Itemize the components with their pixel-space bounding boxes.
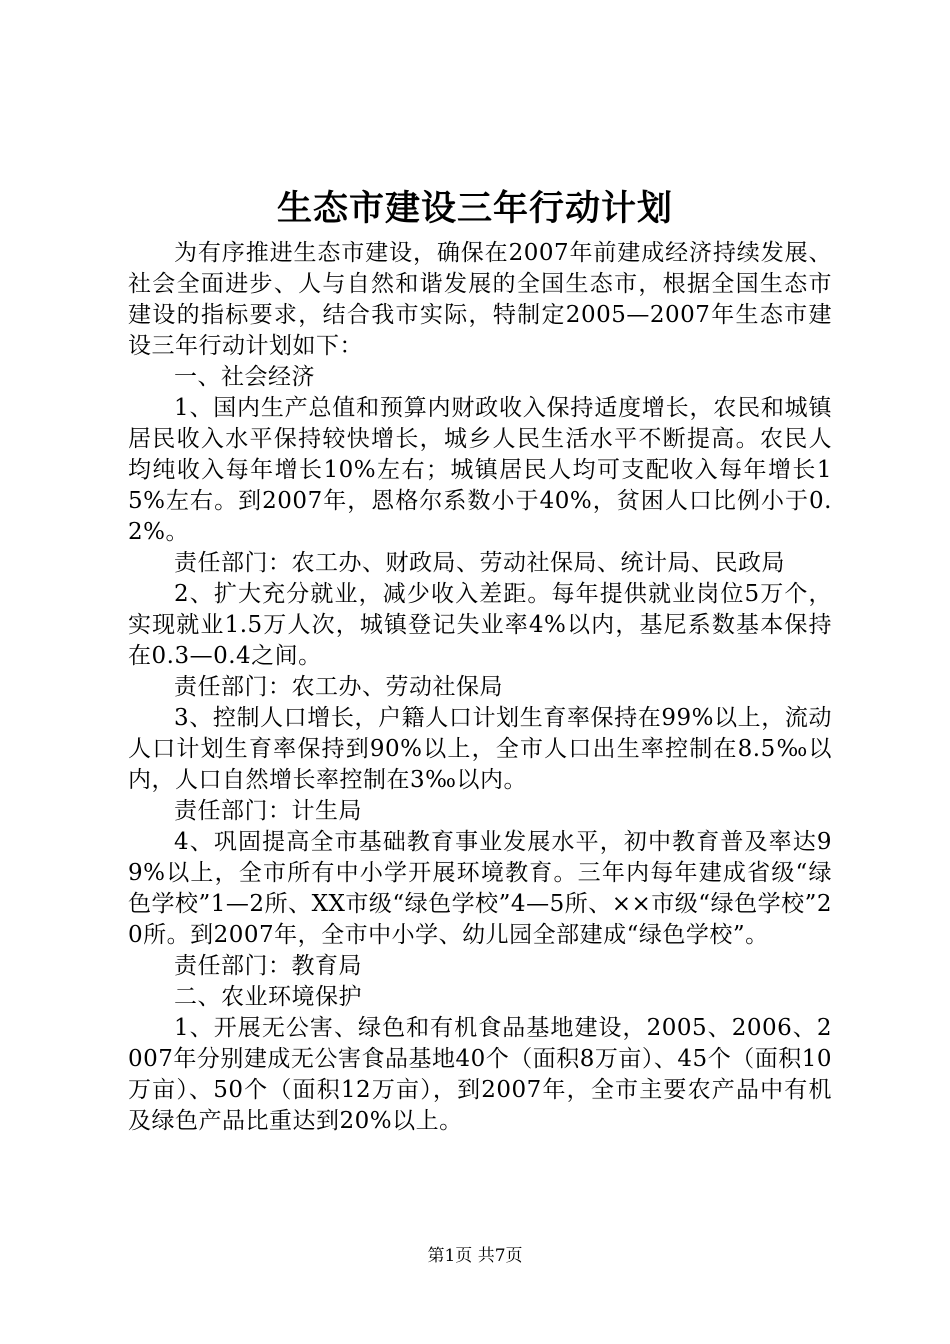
responsibility-line: 责任部门：农工办、劳动社保局 <box>174 674 503 700</box>
item-paragraph: 3、控制人口增长，户籍人口计划生育率保持在99%以上，流动人口计划生育率保持到90%以上，全市人口出生率控制在8.5‰以内，人口自然增长率控制在3‰以内。 <box>128 705 832 793</box>
item-paragraph: 2、扩大充分就业，减少收入差距。每年提供就业岗位5万个，实现就业1.5万人次，城镇登记失业率4%以内，基尼系数基本保持在0.3—0.4之间。 <box>128 581 832 669</box>
responsibility-line: 责任部门：教育局 <box>174 953 362 979</box>
section-heading-social-economy: 一、社会经济 <box>174 364 315 390</box>
item-paragraph: 4、巩固提高全市基础教育事业发展水平，初中教育普及率达99%以上，全市所有中小学开展环境教育。三年内每年建成省级“绿色学校”1—2所、XX市级“绿色学校”4—5所、××市级“绿色学校”20所。到2007年，全市中小学、幼儿园全部建成“绿色学校”。 <box>128 829 832 948</box>
intro-paragraph: 为有序推进生态市建设，确保在2007年前建成经济持续发展、社会全面进步、人与自然和谐发展的全国生态市，根据全国生态市建设的指标要求，结合我市实际，特制定2005—2007年生态市建设三年行动计划如下： <box>128 240 832 359</box>
page-number: 第1页 共7页 <box>427 1246 523 1266</box>
item-paragraph: 1、开展无公害、绿色和有机食品基地建设，2005、2006、2007年分别建成无公害食品基地40个（面积8万亩）、45个（面积10万亩）、50个（面积12万亩），到2007年，全市主要农产品中有机及绿色产品比重达到20%以上。 <box>128 1015 832 1134</box>
section-heading-agriculture: 二、农业环境保护 <box>174 984 362 1010</box>
responsibility-line: 责任部门：农工办、财政局、劳动社保局、统计局、民政局 <box>174 550 785 576</box>
document-body <box>128 238 832 1137</box>
responsibility-line: 责任部门：计生局 <box>174 798 362 824</box>
item-paragraph: 1、国内生产总值和预算内财政收入保持适度增长，农民和城镇居民收入水平保持较快增长，城乡人民生活水平不断提高。农民人均纯收入每年增长10%左右；城镇居民人均可支配收入每年增长15%左右。到2007年，恩格尔系数小于40%，贫困人口比例小于0.2%。 <box>128 395 832 545</box>
document-title: 生态市建设三年行动计划 <box>276 188 673 229</box>
